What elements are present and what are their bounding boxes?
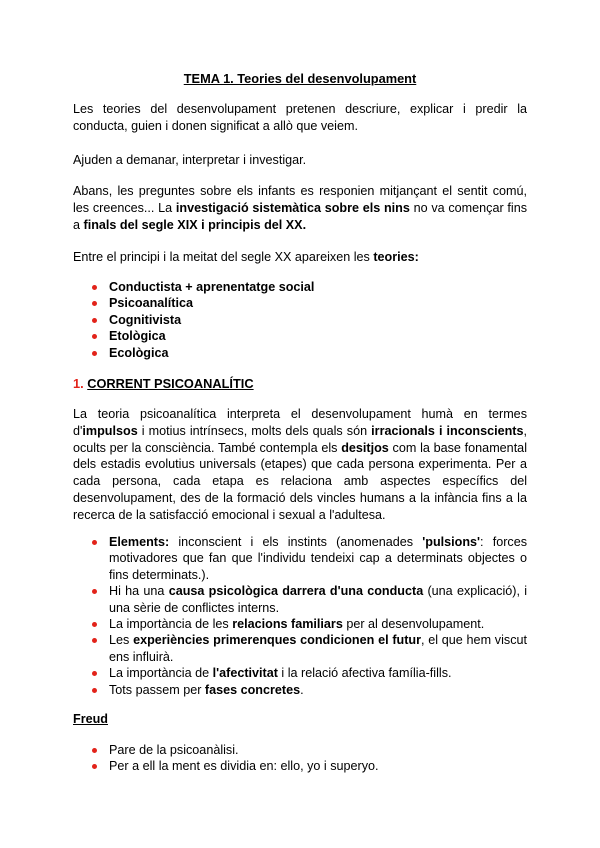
bullet-icon	[92, 638, 97, 643]
list-item: Conductista + aprenentatge social	[90, 279, 527, 295]
bullet-icon	[92, 318, 97, 323]
list-item: Elements: inconscient i els instints (anomenades 'pulsions': forces motivadores que fan que l'individu tendeixi cap a determinats objectes o fins determinats.).	[90, 534, 527, 583]
psychoanalytic-bullets	[90, 534, 527, 698]
bullet-icon	[92, 748, 97, 753]
list-item: Hi ha una causa psicològica darrera d'una conducta (una explicació), i una sèrie de conflictes interns.	[90, 583, 527, 616]
list-item: Psicoanalítica	[90, 295, 527, 311]
list-item: La importància de les relacions familiars per al desenvolupament.	[90, 616, 527, 632]
list-item: Pare de la psicoanàlisi.	[90, 742, 527, 758]
bullet-icon	[92, 671, 97, 676]
list-item: Etològica	[90, 328, 527, 344]
bullet-icon	[92, 540, 97, 545]
intro-paragraph: Les teories del desenvolupament pretenen descriure, explicar i predir la conducta, guien i donen significat a allò que veiem.	[73, 102, 527, 133]
bullet-icon	[92, 622, 97, 627]
list-item: Les experiències primerenques condicionen el futur, el que hem viscut ens influirà.	[90, 632, 527, 665]
list-item: Tots passem per fases concretes.	[90, 682, 527, 698]
list-item: Cognitivista	[90, 312, 527, 328]
bullet-icon	[92, 301, 97, 306]
theories-intro: Entre el principi i la meitat del segle XX apareixen les teories:	[73, 250, 419, 264]
second-paragraph: Ajuden a demanar, interpretar i investigar.	[73, 153, 307, 167]
section-heading-psychoanalytic: 1. CORRENT PSICOANALÍTIC	[73, 376, 254, 391]
freud-heading: Freud	[73, 712, 108, 726]
bullet-icon	[92, 688, 97, 693]
freud-list	[90, 742, 527, 775]
bullet-icon	[92, 351, 97, 356]
psychoanalytic-paragraph: La teoria psicoanalítica interpreta el desenvolupament humà en termes d'impulsos i motius intrínsecs, molts dels quals són irracionals i inconscients, ocults per la consciència. També contempla els desitjos com la base fonamental dels estadis evolutius universals (etapes) que cada persona experimenta. Per a cada persona, cada etapa es relaciona amb aspectes específics del desenvolupament, des de la formació dels vincles humans a la infància fins a la recerca de la satisfacció emocional i sexual a l'adultesa.	[73, 407, 527, 522]
theories-list	[90, 279, 527, 361]
page-title: TEMA 1. Teories del desenvolupament	[183, 71, 417, 86]
bullet-icon	[92, 285, 97, 290]
bullet-icon	[92, 764, 97, 769]
list-item: La importància de l'afectivitat i la relació afectiva família-fills.	[90, 665, 527, 681]
bullet-icon	[92, 589, 97, 594]
bullet-icon	[92, 334, 97, 339]
list-item: Ecològica	[90, 345, 527, 361]
history-paragraph: Abans, les preguntes sobre els infants es responien mitjançant el sentit comú, les creences... La investigació sistemàtica sobre els nins no va començar fins a finals del segle XIX i principis del XX.	[73, 184, 527, 232]
list-item: Per a ell la ment es dividia en: ello, yo i superyo.	[90, 758, 527, 774]
